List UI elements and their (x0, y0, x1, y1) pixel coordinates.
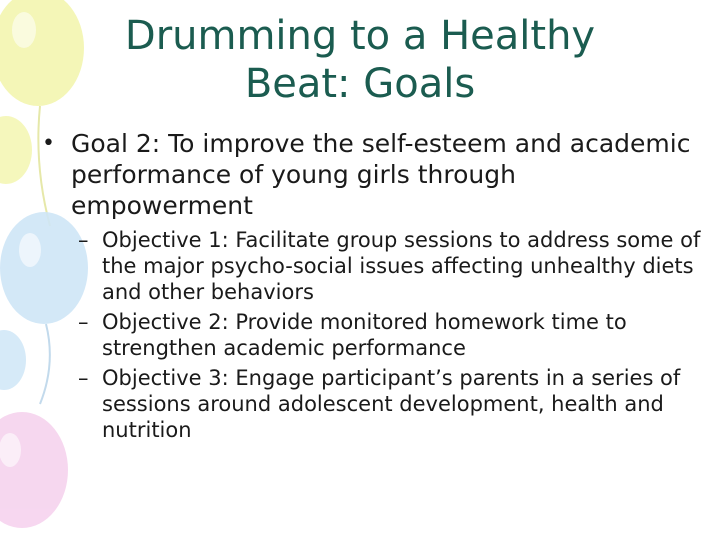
blue-balloon-small-icon (0, 330, 26, 390)
dash-icon: – (78, 310, 89, 334)
objective-item-3 (42, 365, 702, 443)
dash-icon: – (78, 228, 89, 252)
objective-text-3: Objective 3: Engage participant’s parents in a series of sessions around adolescent development, health and nutrition (102, 366, 681, 442)
objective-item-1 (42, 227, 702, 305)
yellow-balloon-small-icon (0, 116, 32, 184)
slide-title-line-2: Beat: Goals (244, 61, 476, 107)
goal-text: Goal 2: To improve the self-esteem and academic performance of young girls through empowerment (71, 129, 691, 220)
bullet-icon: • (42, 131, 55, 156)
objective-item-2 (42, 309, 702, 361)
objective-text-2: Objective 2: Provide monitored homework time to strengthen academic performance (102, 310, 627, 360)
goal-item (42, 128, 702, 221)
slide-title-line-1: Drumming to a Healthy (124, 13, 596, 59)
slide-title (60, 12, 660, 108)
dash-icon: – (78, 366, 89, 390)
slide-body (42, 128, 702, 447)
objective-text-1: Objective 1: Facilitate group sessions to address some of the major psycho-social issues affecting unhealthy diets and other behaviors (102, 228, 701, 304)
